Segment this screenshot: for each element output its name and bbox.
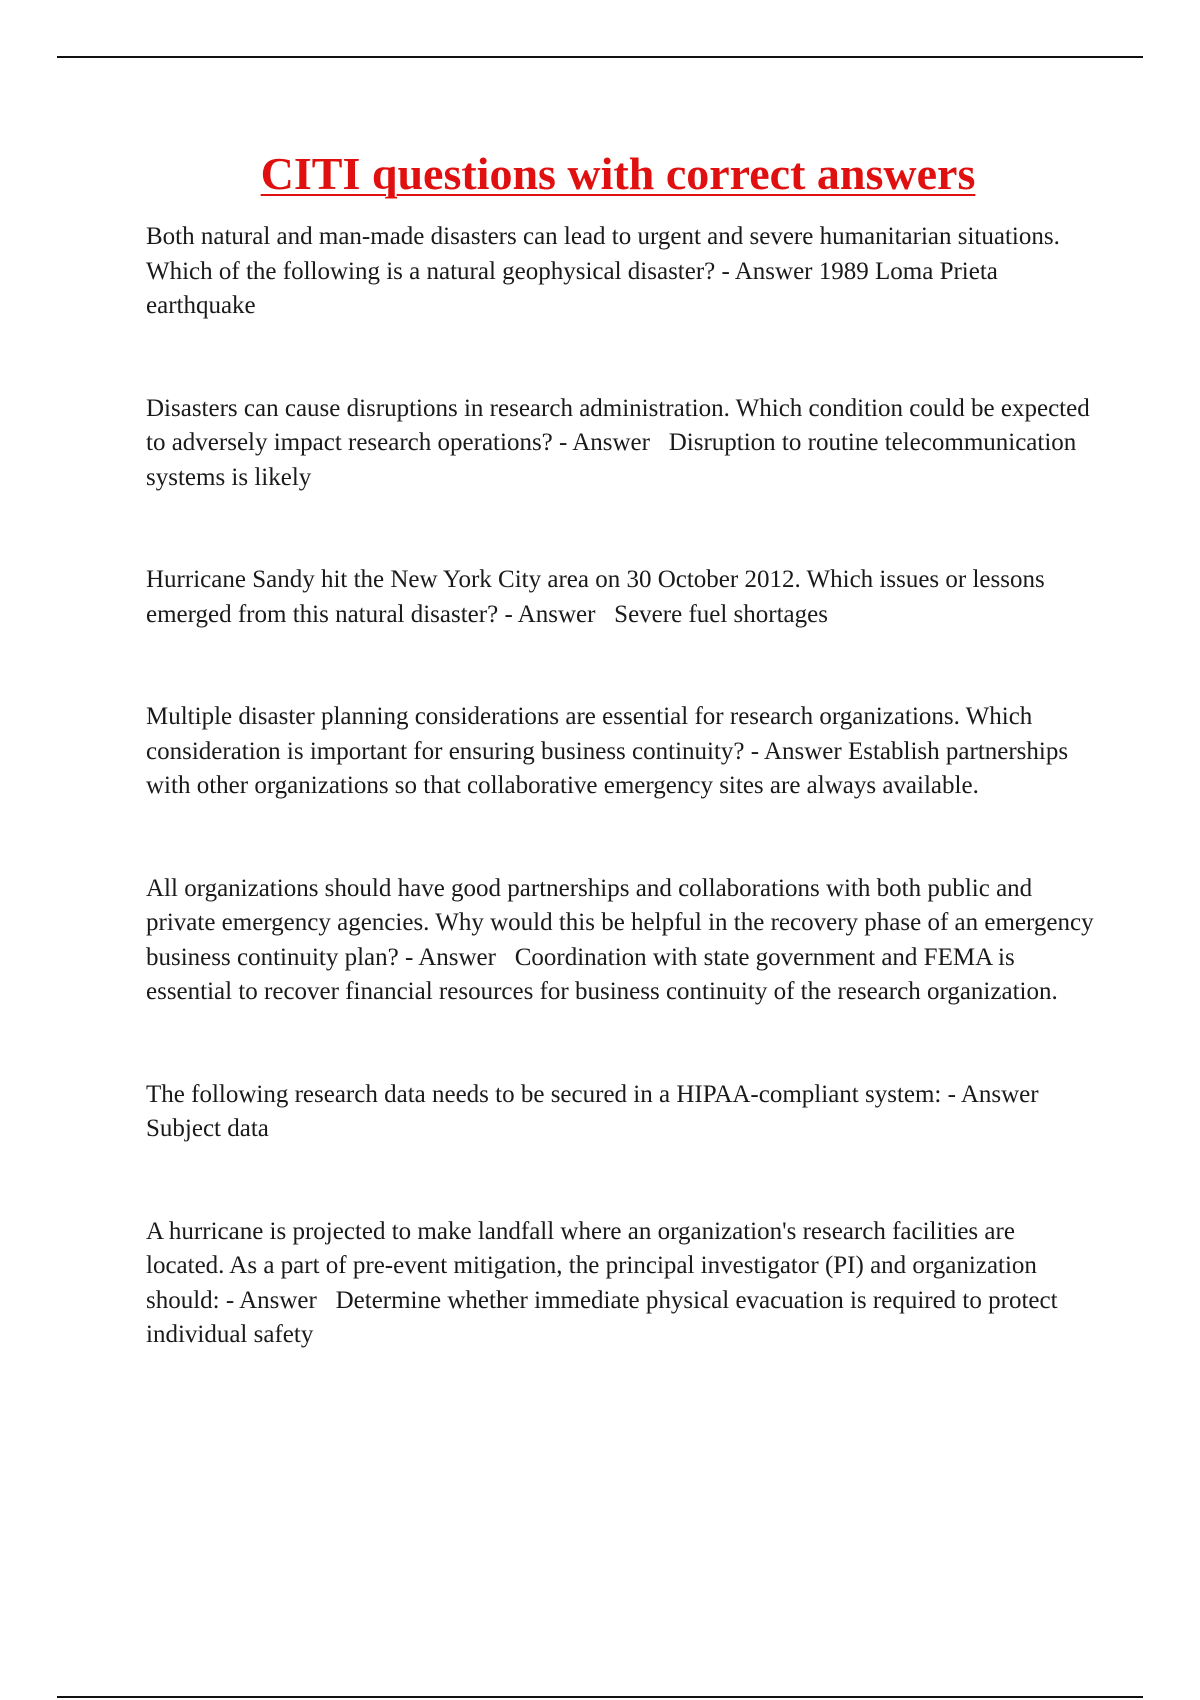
answer-text: Severe fuel shortages	[614, 600, 828, 628]
qa-item	[146, 872, 1100, 1010]
qa-item	[146, 563, 1096, 632]
question-text: Multiple disaster planning considerations are essential for research organizations. Which consideration is important for ensuring business continuity?	[146, 703, 1039, 765]
answer-label: Answer	[572, 429, 650, 456]
answer-text: Subject data	[146, 1115, 269, 1142]
answer-label: Answer	[960, 1080, 1039, 1108]
qa-item	[146, 392, 1096, 496]
answer-label: Answer	[418, 943, 496, 971]
separator: -	[398, 943, 419, 971]
question-text: The following research data needs to be secured in a HIPAA-compliant system:	[146, 1080, 942, 1108]
separator: -	[715, 257, 735, 285]
separator: -	[744, 737, 764, 765]
answer-label: Answer	[763, 737, 842, 765]
answer-label: Answer	[734, 257, 813, 285]
question-text: All organizations should have good partnerships and collaborations with both public and private emergency agencies. Why would this be helpful in the recovery phase of an emergency business continuity plan?	[146, 874, 1100, 971]
answer-text: Determine whether immediate physical evacuation is required to protect individual safety	[146, 1286, 1064, 1348]
qa-item	[146, 1078, 1096, 1147]
qa-list	[146, 220, 1100, 1421]
answer-text: Establish partnerships with other organizations so that collaborative emergency sites are always available.	[146, 737, 1075, 799]
answer-text: 1989 Loma Prieta earthquake	[146, 257, 1005, 319]
answer-text: Coordination with state government and FEMA is essential to recover financial resources for business continuity of the research organization.	[146, 943, 1058, 1005]
question-text: Disasters can cause disruptions in research administration. Which condition could be expected to adversely impact research operations?	[146, 394, 1096, 456]
document-title: CITI questions with correct answers	[260, 148, 976, 199]
question-text: Both natural and man-made disasters can lead to urgent and severe humanitarian situations. Which of the following is a natural geophysical disaster?	[146, 223, 1066, 285]
answer-label: Answer	[517, 600, 596, 628]
footer-rule	[57, 1696, 1143, 1698]
qa-item	[146, 220, 1096, 324]
question-text: A hurricane is projected to make landfall where an organization's research facilities are located. As a part of pre-event mitigation, the principal investigator (PI) and organization should:	[146, 1217, 1044, 1314]
separator: -	[552, 429, 573, 456]
qa-item	[146, 1215, 1096, 1353]
separator: -	[219, 1286, 240, 1314]
answer-text: Disruption to routine telecommunication systems is likely	[146, 429, 1083, 491]
qa-item	[146, 700, 1096, 804]
separator: -	[498, 600, 518, 628]
separator: -	[941, 1080, 961, 1108]
header-rule	[57, 56, 1143, 58]
question-text: Hurricane Sandy hit the New York City area on 30 October 2012. Which issues or lessons emerged from this natural disaster?	[146, 566, 1051, 628]
answer-label: Answer	[239, 1286, 317, 1314]
